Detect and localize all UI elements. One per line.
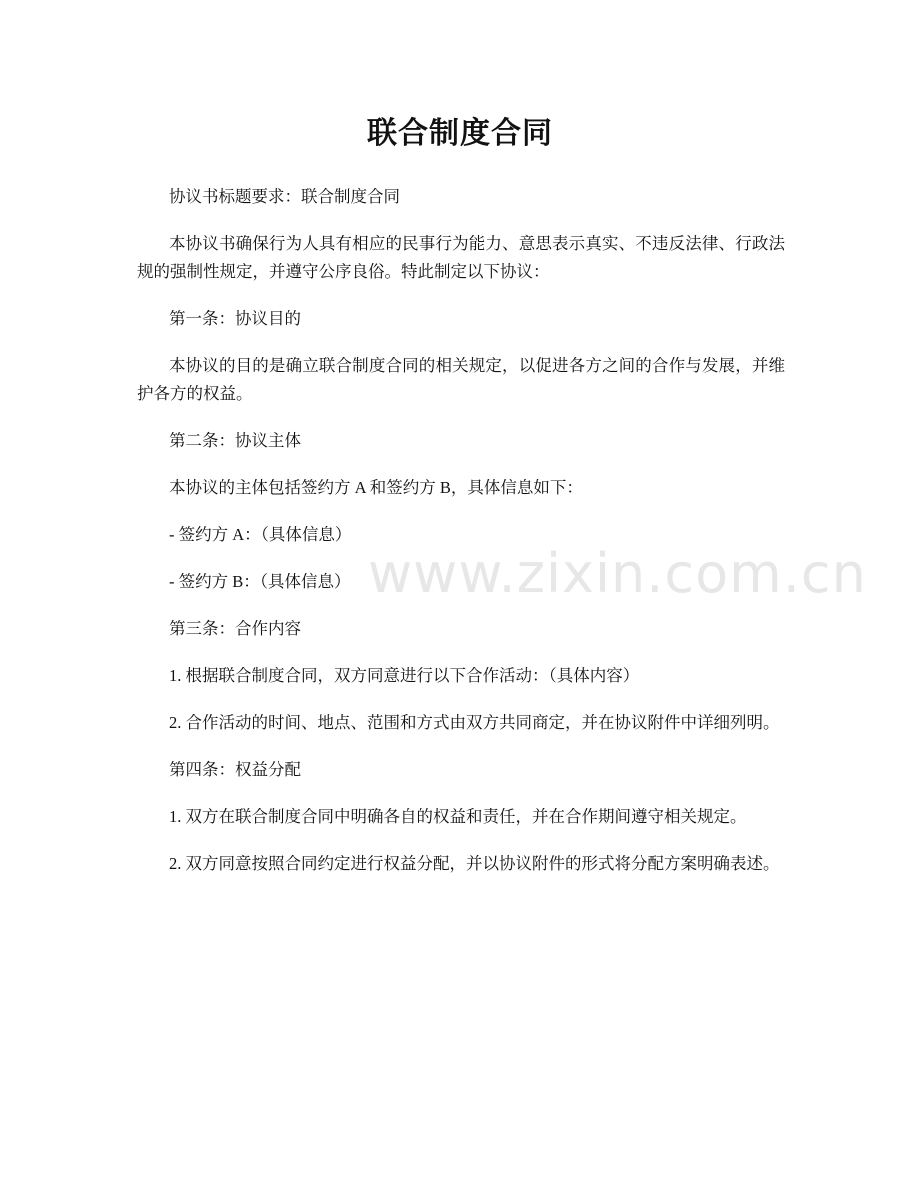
clause-3-item-1: 1. 根据联合制度合同，双方同意进行以下合作活动：（具体内容） xyxy=(169,666,640,685)
clause-4-item-2: 2. 双方同意按照合同约定进行权益分配，并以协议附件的形式将分配方案明确表述。 xyxy=(169,854,780,873)
party-a-item: - 签约方 A：（具体信息） xyxy=(169,525,352,544)
watermark: www.zixin.com.cn xyxy=(368,542,867,605)
preamble-paragraph: 本协议书确保行为人具有相应的民事行为能力、意思表示真实、不违反法律、行政法规的强制性规定，并遵守公序良俗。特此制定以下协议： xyxy=(137,234,785,281)
document-title: 联合制度合同 xyxy=(367,116,553,151)
clause-3-item-2: 2. 合作活动的时间、地点、范围和方式由双方共同商定，并在协议附件中详细列明。 xyxy=(169,713,780,732)
clause-2-heading: 第二条：协议主体 xyxy=(169,431,301,450)
clause-4-heading: 第四条：权益分配 xyxy=(169,760,301,779)
clause-1-heading: 第一条：协议目的 xyxy=(169,309,301,328)
clause-1-text: 本协议的目的是确立联合制度合同的相关规定，以促进各方之间的合作与发展，并维护各方的权益。 xyxy=(137,356,785,403)
document-body xyxy=(137,183,785,897)
clause-2-text: 本协议的主体包括签约方 A 和签约方 B，具体信息如下： xyxy=(169,478,583,497)
clause-3-heading: 第三条：合作内容 xyxy=(169,619,301,638)
title-requirement-paragraph: 协议书标题要求：联合制度合同 xyxy=(169,187,400,206)
party-b-item: - 签约方 B：（具体信息） xyxy=(169,572,351,591)
clause-4-item-1: 1. 双方在联合制度合同中明确各自的权益和责任，并在合作期间遵守相关规定。 xyxy=(169,807,747,826)
